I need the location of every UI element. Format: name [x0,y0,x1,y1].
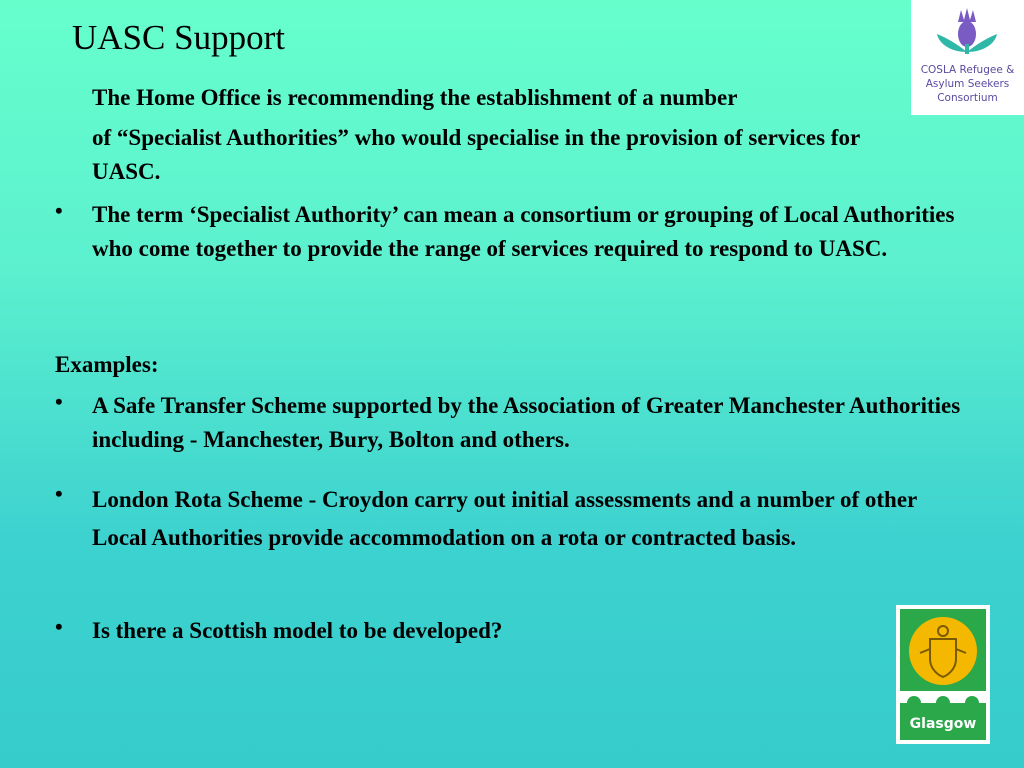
slide-title: UASC Support [72,18,285,57]
examples-heading: Examples: [55,352,159,377]
bullet-specialist-authority: The term ‘Specialist Authority’ can mean a consortium or grouping of Local Authorities who come together to provide the range of services required to respond to UASC. [92,202,955,261]
glasgow-crest-icon [900,609,986,709]
glasgow-logo-panel [900,609,986,740]
glasgow-logo [896,605,990,744]
bullet-marker: • [55,198,63,223]
thistle-icon [911,0,1024,62]
bullet-safe-transfer-scheme: A Safe Transfer Scheme supported by the Association of Greater Manchester Authorities including - Manchester, Bury, Bolton and others. [92,393,961,452]
cosla-logo [911,0,1024,115]
cosla-caption [915,63,1020,105]
cosla-line-2: Asylum Seekers [925,78,1010,90]
bullet-marker: • [55,481,63,506]
glasgow-wordmark: Glasgow [909,716,977,732]
cosla-line-1: COSLA Refugee & [920,64,1015,76]
intro-line-1: The Home Office is recommending the establishment of a number [92,85,738,110]
bullet-marker: • [55,389,63,414]
cosla-line-3: Consortium [937,92,998,104]
bullet-london-rota-scheme: London Rota Scheme - Croydon carry out initial assessments and a number of other Local Authorities provide accommodation on a rota or contracted basis. [92,487,917,550]
bullet-marker: • [55,614,63,639]
intro-paragraph [92,81,912,189]
intro-line-2: of “Specialist Authorities” who would specialise in the provision of services for UASC. [92,125,860,184]
bullet-scottish-model: Is there a Scottish model to be developed? [92,618,503,643]
